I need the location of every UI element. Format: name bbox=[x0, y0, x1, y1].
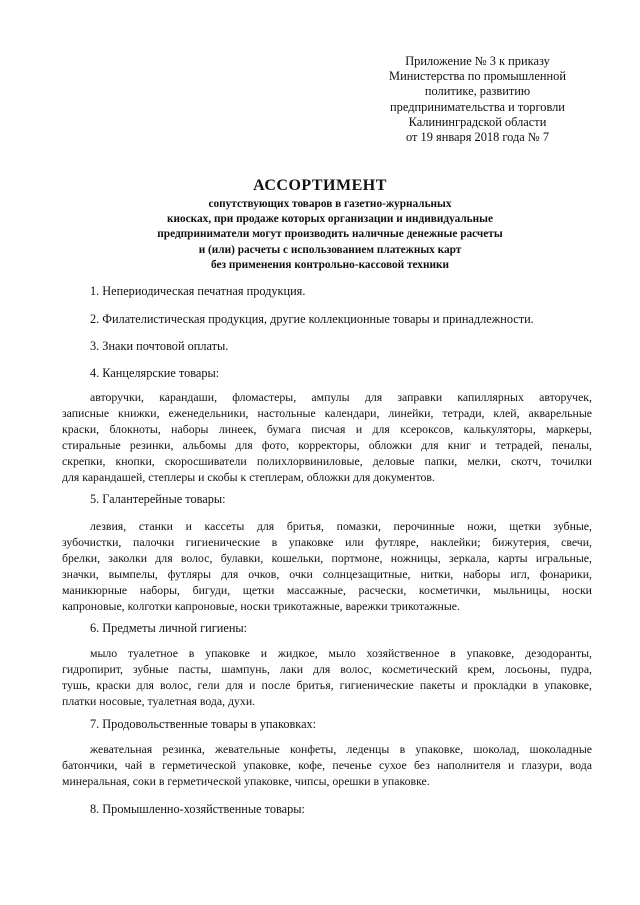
subtitle-line: киосках, при продаже которых организации и индивидуальные bbox=[167, 213, 493, 226]
subtitle-line: сопутствующих товаров в газетно-журнальных bbox=[208, 198, 452, 210]
paragraph-line: краски, блокноты, наборы линеек, бумага писчая и для ксероксов, калькуляторы, маркеры, bbox=[62, 422, 592, 436]
haberdashery-paragraph bbox=[62, 518, 592, 614]
list-item-3: 3. Знаки почтовой оплаты. bbox=[90, 339, 229, 353]
paragraph-line: минеральная, соки в герметической упаковке, чипсы, орешки в упаковке. bbox=[62, 774, 430, 788]
paragraph-line: авторучки, карандаши, фломастеры, ампулы для заправки капиллярных авторучек, bbox=[90, 390, 592, 404]
paragraph-line: мыло туалетное в упаковке и жидкое, мыло хозяйственное в упаковке, дезодоранты, bbox=[90, 646, 592, 660]
appendix-note bbox=[370, 54, 585, 145]
paragraph-line: стиральные резинки, альбомы для фото, корректоры, обложки для книг и тетрадей, пеналы, bbox=[62, 438, 592, 452]
paragraph-line: капроновые, колготки капроновые, носки трикотажные, варежки трикотажные. bbox=[62, 599, 460, 613]
document-title: АССОРТИМЕНТ bbox=[253, 177, 387, 194]
appendix-line: политике, развитию bbox=[424, 84, 531, 99]
subtitle-line: предприниматели могут производить наличные денежные расчеты bbox=[157, 228, 503, 241]
paragraph-line: жевательная резинка, жевательные конфеты, леденцы в упаковке, шоколад, шоколадные bbox=[90, 742, 592, 756]
paragraph-line: записные книжки, еженедельники, настольные календари, линейки, тетради, клей, акварельные bbox=[62, 406, 592, 420]
subtitle-line: без применения контрольно-кассовой техники bbox=[211, 258, 449, 271]
paragraph-line: зубочистки, палочки гигиенические в упаковке или футляре, наклейки; бижутерия, свечи, bbox=[62, 535, 592, 549]
list-item-5: 5. Галантерейные товары: bbox=[90, 492, 226, 506]
appendix-line: Министерства по промышленной bbox=[389, 69, 566, 84]
list-item-6: 6. Предметы личной гигиены: bbox=[90, 621, 248, 635]
stationery-paragraph bbox=[62, 389, 592, 485]
list-item-2: 2. Филателистическая продукция, другие коллекционные товары и принадлежности. bbox=[90, 312, 534, 326]
hygiene-paragraph bbox=[62, 645, 592, 709]
appendix-line: Приложение № 3 к приказу bbox=[405, 54, 550, 68]
appendix-line: от 19 января 2018 года № 7 bbox=[405, 130, 550, 145]
paragraph-line: маникюрные наборы, бигуди, щетки массажные, расчески, косметички, мыльницы, носки bbox=[62, 583, 592, 597]
appendix-line: предпринимательства и торговли bbox=[390, 99, 565, 114]
paragraph-line: батончики, чай в герметической упаковке, кофе, печенье сухое без наполнителя и глазури, вода bbox=[62, 758, 592, 772]
paragraph-line: лезвия, станки и кассеты для бритья, помазки, перочинные ножи, щетки зубные, bbox=[90, 519, 592, 533]
paragraph-line: тушь, краски для волос, гели для и после бритья, гигиенические пакеты и прокладки в упаковке, bbox=[62, 678, 592, 692]
paragraph-line: гидропирит, зубные пасты, шампунь, лаки для волос, косметический крем, лосьоны, пудра, bbox=[62, 662, 592, 676]
subtitle-line: и (или) расчеты с использованием платежных карт bbox=[198, 243, 462, 256]
list-item-1: 1. Непериодическая печатная продукция. bbox=[90, 284, 306, 298]
food-paragraph bbox=[62, 741, 592, 789]
document-subtitle bbox=[140, 197, 520, 273]
appendix-line: Калининградской области bbox=[408, 114, 547, 129]
paragraph-line: брелки, заколки для волос, булавки, кошельки, портмоне, ножницы, зеркала, карты игральные, bbox=[62, 551, 592, 565]
paragraph-line: значки, вымпелы, футляры для очков, очки солнцезащитные, нитки, наборы игл, фонарики, bbox=[62, 567, 592, 581]
paragraph-line: скрепки, кнопки, скоросшиватели полихлорвиниловые, деловые папки, мелки, скотч, точилки bbox=[62, 454, 592, 468]
paragraph-line: для карандашей, степлеры и скобы к степлерам, обложки для документов. bbox=[62, 470, 435, 484]
list-item-8: 8. Промышленно-хозяйственные товары: bbox=[90, 802, 305, 816]
paragraph-line: платки носовые, туалетная вода, духи. bbox=[62, 694, 256, 708]
list-item-7: 7. Продовольственные товары в упаковках: bbox=[90, 717, 317, 731]
list-item-4: 4. Канцелярские товары: bbox=[90, 366, 220, 380]
